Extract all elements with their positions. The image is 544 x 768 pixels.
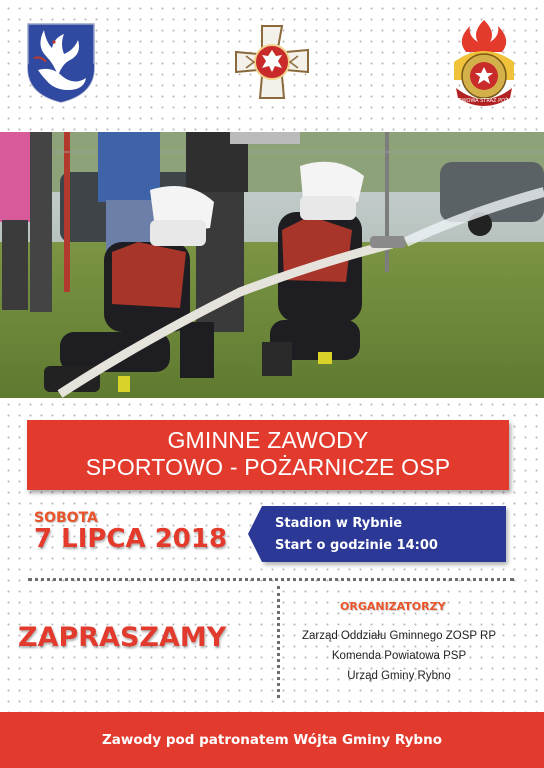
organizer-item: Zarząd Oddziału Gminnego ZOSP RP <box>301 630 497 642</box>
event-title-line1: GMINNE ZAWODY <box>167 427 369 453</box>
venue-box <box>262 506 506 562</box>
event-day: SOBOTA <box>34 510 98 526</box>
event-title-line2: SPORTOWO - POŻARNICZE OSP <box>85 454 451 480</box>
organizers-list <box>284 626 514 686</box>
vertical-divider <box>277 586 280 698</box>
event-title-banner <box>27 420 509 490</box>
invitation-text: ZAPRASZAMY <box>18 622 227 653</box>
zosp-cross-emblem-icon <box>232 22 306 106</box>
venue-place: Stadion w Rybnie <box>275 516 403 531</box>
psp-emblem-text: PAŃSTWOWA STRAŻ POŻARNA <box>445 98 523 104</box>
organizer-item: Komenda Powiatowa PSP <box>331 650 467 662</box>
patronage-footer: Zawody pod patronatem Wójta Gminy Rybno <box>0 712 544 768</box>
psp-fire-service-emblem-icon <box>444 18 523 104</box>
coat-of-arms-fish-icon <box>24 20 98 104</box>
venue-start-time: Start o godzinie 14:00 <box>275 538 438 553</box>
horizontal-divider <box>28 578 514 581</box>
event-date: 7 LIPCA 2018 <box>34 524 228 554</box>
organizers-heading: ORGANIZATORZY <box>340 600 446 613</box>
organizer-item: Urząd Gminy Rybno <box>347 670 451 682</box>
firefighters-hose-competition-photo <box>0 132 544 398</box>
